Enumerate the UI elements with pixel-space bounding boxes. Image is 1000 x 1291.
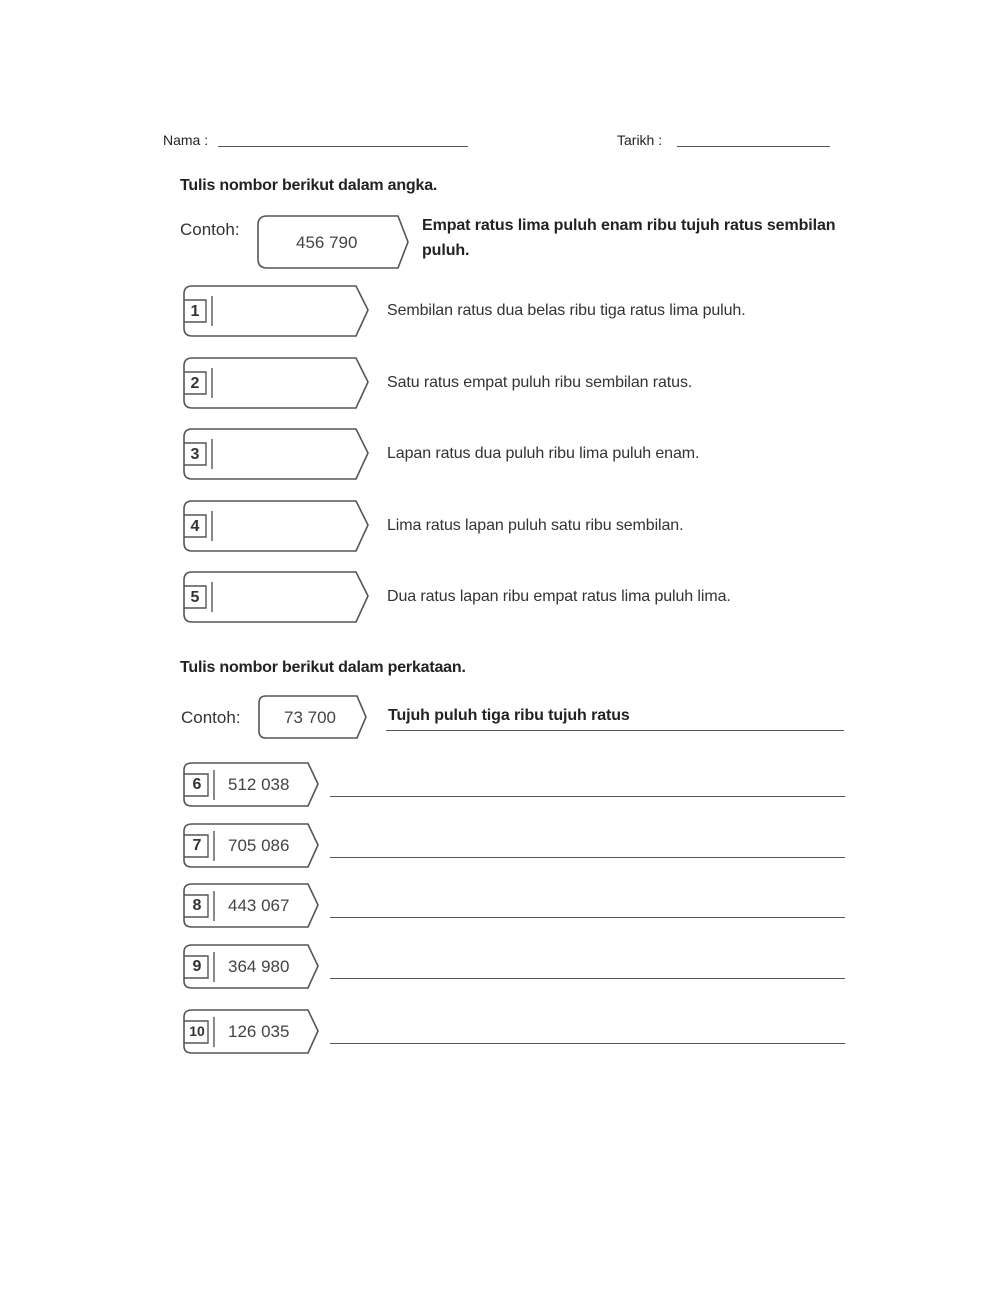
answer-words-input[interactable]: [332, 953, 846, 979]
name-label: Nama :: [163, 132, 209, 148]
section1-example-label: Contoh:: [180, 220, 240, 239]
answer-words-input[interactable]: [332, 832, 846, 858]
question-text: Dua ratus lapan ribu empat ratus lima puluh lima.: [387, 588, 731, 605]
question-value: 443 067: [228, 896, 290, 915]
section2-example-text: Tujuh puluh tiga ribu tujuh ratus: [388, 707, 630, 724]
date-label: Tarikh :: [617, 132, 663, 148]
question-number: 6: [192, 776, 202, 793]
question-text: Lapan ratus dua puluh ribu lima puluh enam.: [387, 445, 700, 462]
question-number: 5: [190, 589, 200, 606]
question-number: 3: [190, 446, 200, 463]
question-number: 9: [192, 957, 202, 975]
question-text: Satu ratus empat puluh ribu sembilan ratus.: [387, 373, 693, 391]
question-text: Lima ratus lapan puluh satu ribu sembilan.: [387, 516, 684, 534]
section1-example-value: 456 790: [296, 233, 358, 252]
section1-example-text-line2: puluh.: [422, 242, 470, 259]
section1-heading: Tulis nombor berikut dalam angka.: [180, 177, 438, 194]
section2-example-line: [386, 730, 844, 731]
question-value: 364 980: [228, 956, 290, 976]
question-number: 4: [190, 517, 200, 535]
answer-number-input[interactable]: [218, 437, 352, 473]
answer-number-input[interactable]: [218, 580, 352, 616]
section1-example-text-line1: Empat ratus lima puluh enam ribu tujuh ratus sembilan: [422, 217, 836, 234]
question-value: 126 035: [228, 1022, 290, 1041]
date-field[interactable]: [677, 146, 830, 147]
question-number: 10: [189, 1023, 205, 1039]
answer-number-input[interactable]: [218, 366, 352, 402]
name-field[interactable]: [218, 146, 468, 147]
question-number: 8: [192, 897, 202, 914]
answer-number-input[interactable]: [218, 294, 352, 330]
question-number: 7: [192, 836, 202, 854]
question-value: 705 086: [228, 835, 290, 855]
section2-example-label: Contoh:: [181, 708, 241, 727]
question-number: 1: [190, 303, 200, 320]
section2-example-value: 73 700: [284, 708, 336, 727]
question-number: 2: [190, 374, 200, 392]
question-value: 512 038: [228, 775, 290, 794]
answer-words-input[interactable]: [332, 1018, 846, 1044]
question-text: Sembilan ratus dua belas ribu tiga ratus lima puluh.: [387, 302, 746, 319]
section2-heading: Tulis nombor berikut dalam perkataan.: [180, 659, 466, 676]
answer-words-input[interactable]: [332, 771, 846, 797]
answer-number-input[interactable]: [218, 509, 352, 545]
answer-words-input[interactable]: [332, 892, 846, 918]
